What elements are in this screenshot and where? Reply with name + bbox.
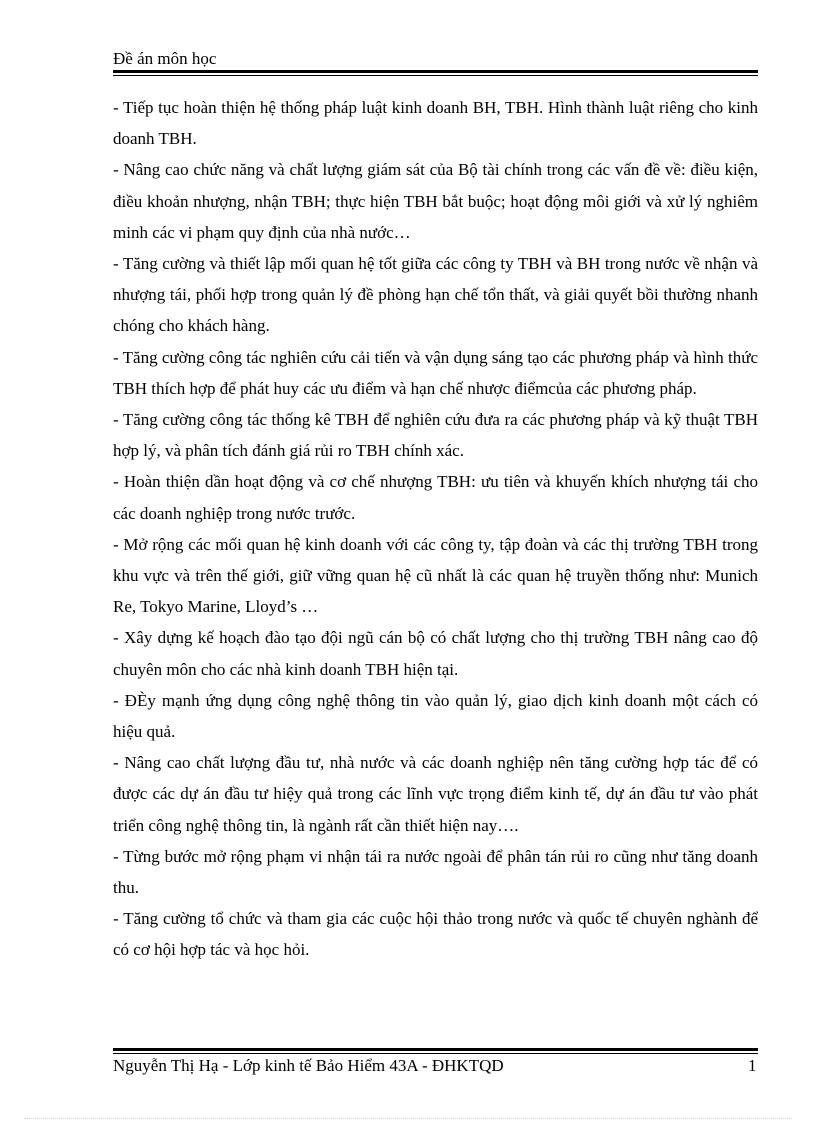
paragraph: - Hoàn thiện dần hoạt động và cơ chế nhượng TBH: ưu tiên và khuyến khích nhượng tái cho các doanh nghiệp trong nước trước. bbox=[113, 472, 758, 523]
paragraph: - ĐÈy mạnh ứng dụng công nghệ thông tin vào quản lý, giao dịch kinh doanh một cách có hiệu quả. bbox=[113, 690, 758, 742]
paragraph: - Xây dựng kế hoạch đào tạo đội ngũ cán bộ có chất lượng cho thị trường TBH nâng cao độ chuyên môn cho các nhà kinh doanh TBH hiện tại. bbox=[113, 628, 758, 679]
paragraph: - Tăng cường công tác thống kê TBH để nghiên cứu đưa ra các phương pháp và kỹ thuật TBH hợp lý, và phân tích đánh giá rủi ro TBH chính xác. bbox=[113, 410, 758, 461]
footer-author-class: Nguyễn Thị Hạ - Lớp kinh tế Bảo Hiểm 43A - ĐHKTQD bbox=[113, 1056, 504, 1075]
header-rule-thick bbox=[113, 70, 758, 73]
paragraph: - Tiếp tục hoàn thiện hệ thống pháp luật kinh doanh BH, TBH. Hình thành luật riêng cho kinh doanh TBH. bbox=[113, 98, 758, 149]
paragraph: - Tăng cường và thiết lập mối quan hệ tốt giữa các công ty TBH và BH trong nước về nhận và nhượng tái, phối hợp trong quản lý đề phòng hạn chế tổn thất, và giải quyết bồi thường nhanh chóng cho khách hàng. bbox=[113, 254, 758, 336]
footer-rule-thin bbox=[113, 1053, 758, 1054]
footer-rule-thick bbox=[113, 1048, 758, 1051]
paragraph: - Mở rộng các mối quan hệ kinh doanh với các công ty, tập đoàn và các thị trường TBH trong khu vực và trên thế giới, giữ vững quan hệ cũ nhất là các quan hệ truyền thống như: Munich Re, Tokyo Marine, Lloyd’s … bbox=[113, 534, 758, 617]
paragraph: - Tăng cường tổ chức và tham gia các cuộc hội thảo trong nước và quốc tế chuyên nghành để có cơ hội hợp tác và học hỏi. bbox=[113, 909, 758, 960]
document-body bbox=[113, 92, 758, 966]
paragraph: - Tăng cường công tác nghiên cứu cải tiến và vận dụng sáng tạo các phương pháp và hình thức TBH thích hợp để phát huy các ưu điểm và hạn chế nhược điểmcủa các phương pháp. bbox=[113, 347, 758, 398]
paragraph: - Nâng cao chức năng và chất lượng giám sát của Bộ tài chính trong các vấn đề về: điều kiện, điều khoản nhượng, nhận TBH; thực hiện TBH bắt buộc; hoạt động môi giới và xử lý nghiêm minh các vi phạm quy định của nhà nước… bbox=[113, 160, 758, 242]
paragraph: - Nâng cao chất lượng đầu tư, nhà nước và các doanh nghiệp nên tăng cường hợp tác để có được các dự án đầu tư hiệy quả trong các lĩnh vực trọng điểm kinh tế, dự án đầu tư vào phát triển công nghệ thông tin, là ngành rất cần thiết hiện nay…. bbox=[113, 753, 758, 835]
page-edge-divider bbox=[24, 1118, 792, 1119]
paragraph: - Từng bước mở rộng phạm vi nhận tái ra nước ngoài để phân tán rủi ro cũng như tăng doanh thu. bbox=[113, 846, 758, 898]
header-rule-thin bbox=[113, 75, 758, 76]
page-header-title: Đề án môn học bbox=[113, 49, 217, 68]
page-number: 1 bbox=[748, 1056, 757, 1075]
